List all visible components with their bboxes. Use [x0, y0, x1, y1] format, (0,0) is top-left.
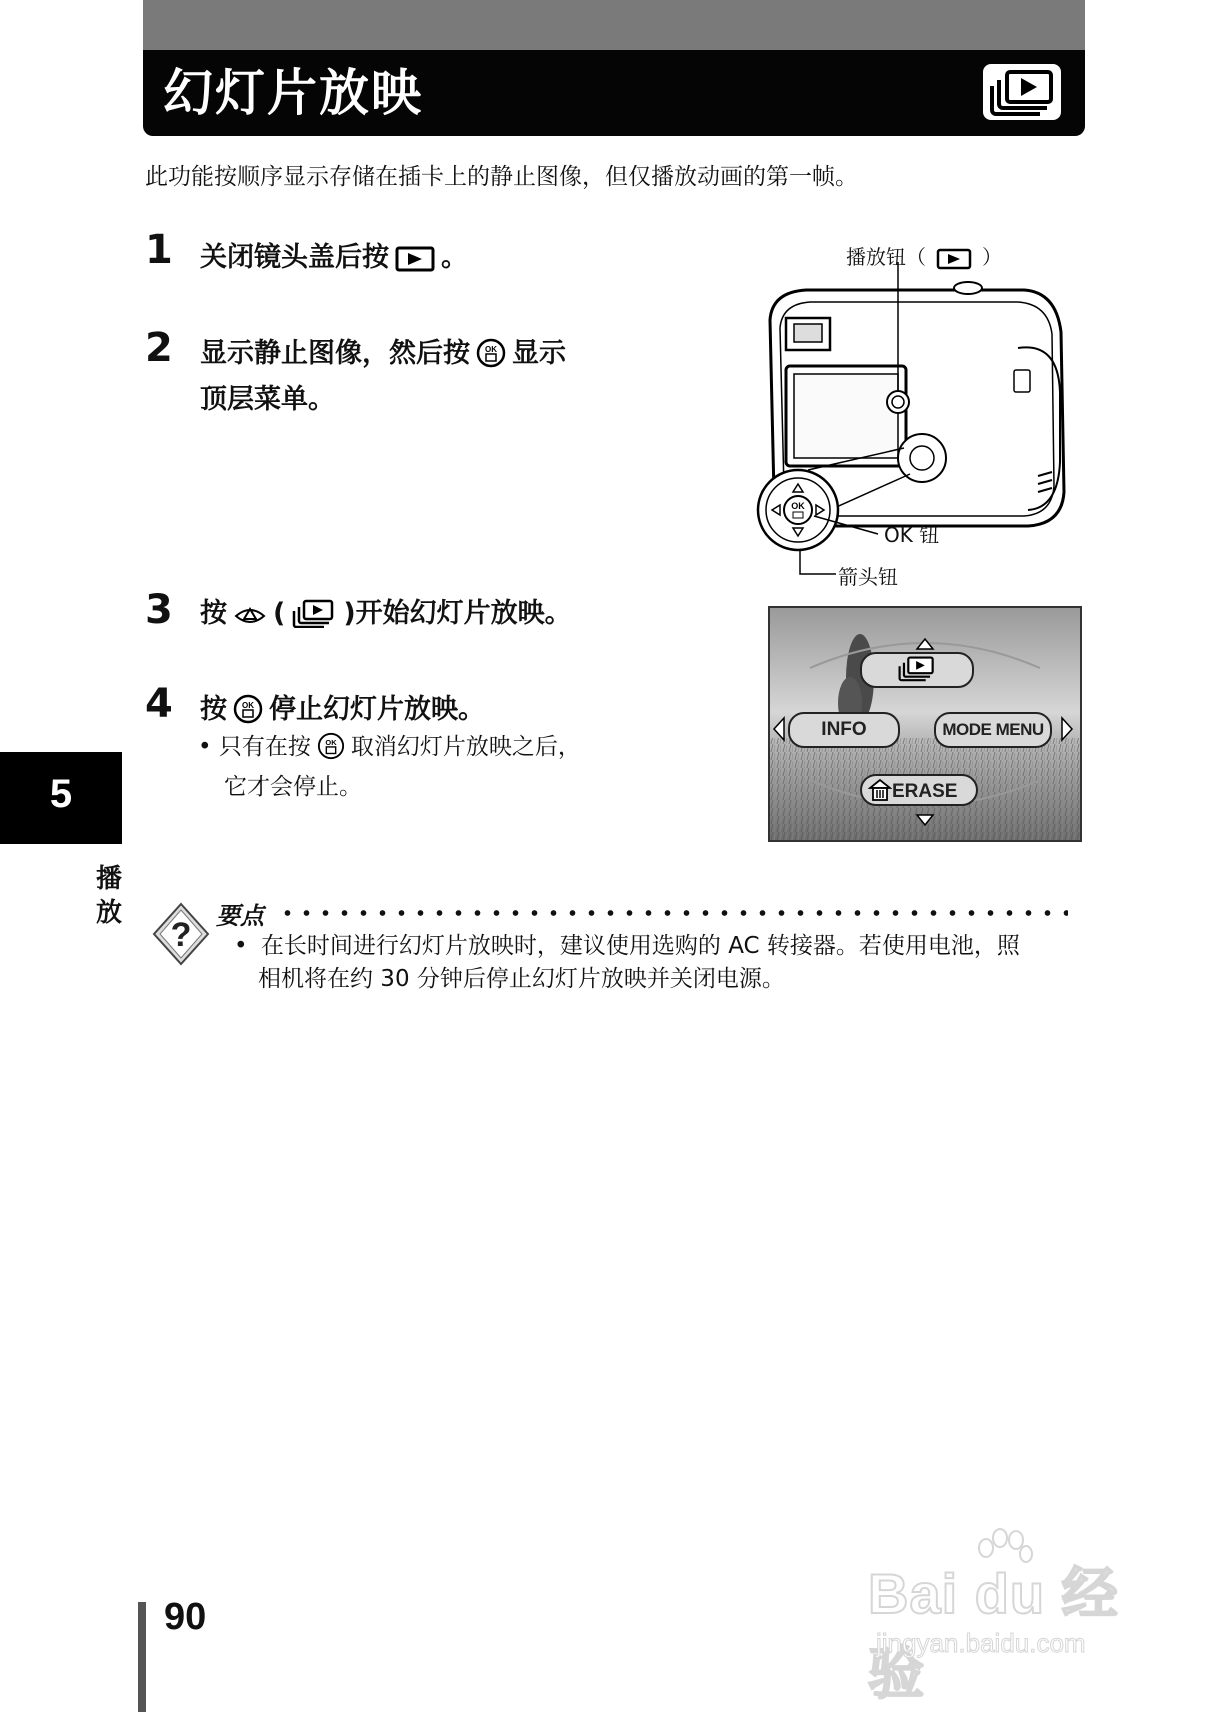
tip-divider — [278, 910, 1068, 916]
title-bar — [143, 50, 1085, 136]
step-2-number: 2 — [145, 325, 173, 371]
step-2-text-b: 显示 — [512, 338, 566, 369]
chapter-number: 5 — [49, 772, 73, 816]
page-marker-bar — [138, 1602, 146, 1712]
page-title: 幻灯片放映 — [163, 64, 423, 122]
intro-text: 此功能按顺序显示存储在插卡上的静止图像，但仅播放动画的第一帧。 — [145, 164, 858, 190]
menu-right-arrow-icon — [1060, 716, 1074, 742]
top-menu-screen — [768, 606, 1082, 842]
step-4-bullet-b: 取消幻灯片放映之后， — [350, 734, 581, 760]
trash-icon — [868, 778, 892, 802]
chapter-label: 播放 — [95, 864, 122, 928]
step-4-bullet — [198, 730, 581, 804]
info-menu-item[interactable]: INFO — [788, 712, 900, 748]
step-2-text-c: 顶层菜单。 — [200, 384, 335, 415]
chapter-tab — [0, 752, 122, 844]
step-2-text-a: 显示静止图像，然后按 — [200, 338, 470, 369]
tip-line-2: 相机将在约 30 分钟后停止幻灯片放映并关闭电源。 — [258, 966, 785, 992]
mode-menu-item[interactable]: MODE MENU — [934, 712, 1052, 748]
header-band — [143, 0, 1085, 50]
dial-ok-label: OK — [791, 501, 805, 511]
step-3-number: 3 — [145, 587, 173, 633]
slideshow-icon — [983, 64, 1061, 120]
step-1-number: 1 — [145, 227, 173, 273]
step-1-text — [200, 238, 468, 284]
page-number: 90 — [164, 1596, 207, 1638]
erase-menu-item[interactable] — [860, 774, 978, 806]
menu-left-arrow-icon — [772, 716, 786, 742]
svg-text:OK: OK — [485, 345, 497, 354]
ok-button-icon — [476, 338, 506, 380]
watermark-logo: Bai du 经验 — [868, 1562, 1119, 1705]
ok-button-icon — [317, 732, 345, 770]
slideshow-icon — [291, 598, 337, 640]
step-4-text-a: 按 — [200, 694, 227, 725]
step-4-bullet-c: 它才会停止。 — [224, 774, 362, 800]
svg-text:OK: OK — [242, 701, 254, 710]
baidu-watermark — [868, 1528, 1168, 1705]
question-icon — [150, 900, 212, 968]
slideshow-menu-item[interactable] — [860, 652, 974, 688]
step-4-bullet-a: 只有在按 — [218, 734, 311, 760]
tip-text-1: 在长时间进行幻灯片放映时，建议使用选购的 AC 转接器。若使用电池，照 — [260, 933, 1020, 959]
step-4-number: 4 — [145, 681, 173, 727]
watermark-url: jingyan.baidu.com — [876, 1628, 1086, 1658]
step-3-paren: ( — [273, 598, 286, 629]
bullet-mark: • — [198, 734, 212, 760]
step-3-text-b: )开始幻灯片放映。 — [343, 598, 572, 629]
play-button-icon — [395, 244, 435, 284]
step-3-text — [200, 594, 572, 640]
step-3-text-a: 按 — [200, 598, 227, 629]
play-caption-a: 播放钮（ — [846, 245, 926, 269]
tip-line-1 — [234, 930, 1020, 963]
svg-text:?: ? — [170, 916, 192, 954]
svg-text:OK: OK — [325, 738, 337, 748]
erase-label: ERASE — [892, 781, 958, 802]
step-2-text — [200, 334, 566, 420]
slideshow-icon — [897, 654, 937, 682]
ok-button-caption: OK 钮 — [884, 523, 940, 547]
tip-bullet: • — [234, 933, 248, 959]
up-arrow-button-icon — [233, 600, 267, 640]
menu-up-arrow-icon — [915, 638, 935, 650]
play-caption-b: ） — [982, 245, 1002, 269]
step-4-text-b: 停止幻灯片放映。 — [269, 694, 485, 725]
tip-title: 要点 — [216, 902, 264, 930]
step-1-text-a: 关闭镜头盖后按 — [200, 242, 389, 273]
arrow-button-caption: 箭头钮 — [838, 565, 898, 589]
menu-down-arrow-icon — [915, 814, 935, 826]
step-1-text-b: 。 — [441, 242, 468, 273]
